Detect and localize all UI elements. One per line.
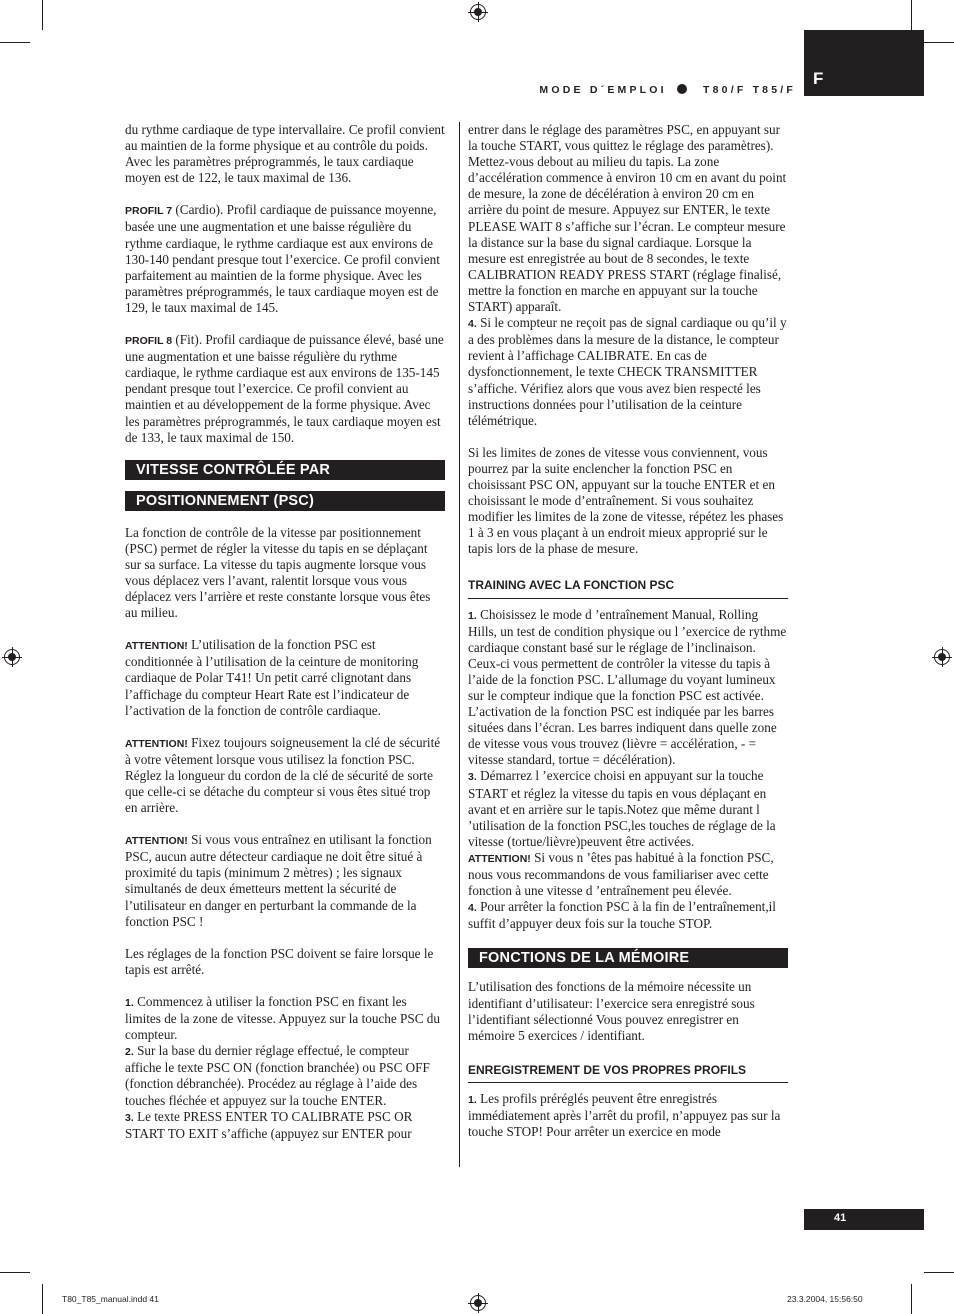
- step-number: 1.: [125, 996, 134, 1009]
- column-divider: [459, 122, 460, 1167]
- step-number: 1.: [468, 609, 477, 622]
- crop-mark: [924, 1272, 954, 1273]
- running-header: [539, 84, 796, 96]
- crop-mark: [42, 1284, 43, 1314]
- paragraph: Les réglages de la fonction PSC doivent se faire lorsque le tapis est arrêté.: [125, 945, 434, 977]
- profil-8-text: (Fit). Profil cardiaque de puissance élevé, basé une une augmentation et une baisse régulière du rythme cardiaque, le rythme cardiaque est aux environs de 135-145 pendant presque tout l’exercice. Ce profil convient au maintien et au développement de la forme physique. Avec les paramètres préprogrammés, le taux cardiaque moyen est de 133, le taux maximal de 150.: [125, 332, 444, 445]
- file-info: T80_T85_manual.indd 41: [62, 1294, 159, 1304]
- step-number: 4.: [468, 902, 477, 915]
- step-item: [125, 1043, 445, 1108]
- paragraph: La fonction de contrôle de la vitesse par positionnement (PSC) permet de régler la vitesse du tapis en se déplaçant sur sa surface. La vitesse du tapis augmente lorsque vous vous déplacez vers l’avant, ralentit lorsque vous vous déplacez vers l’arrière et reste constante lorsque vous êtes au milieu.: [125, 524, 431, 621]
- profil-7-paragraph: [125, 202, 445, 316]
- step-number: 4.: [468, 318, 477, 331]
- attention-text: Si vous vous entraînez en utilisant la fonction PSC, aucun autre détecteur cardiaque ne doit être situé à proximité du tapis (minimum 2 mètres) ; les signaux simultanés de deux émetteurs mettent la sécurité de l’utilisateur en danger en perturbant la commande de la fonction PSC !: [125, 832, 432, 929]
- crop-mark: [42, 0, 43, 30]
- registration-mark-icon: [470, 1295, 486, 1311]
- step-text: Commencez à utiliser la fonction PSC en fixant les limites de la zone de vitesse. Appuyez sur la touche PSC du compteur.: [125, 993, 440, 1043]
- step-item: [125, 1109, 445, 1142]
- attention-label: ATTENTION!: [125, 737, 188, 750]
- step-text: Les profils préréglés peuvent être enregistrés immédiatement après l’arrêt du profil, n’appuyez pas sur la touche STOP! Pour arrêter un exercice en mode: [468, 1090, 781, 1140]
- page-number-tab: [804, 1209, 924, 1230]
- paragraph: L’utilisation des fonctions de la mémoire nécessite un identifiant d’utilisateur: l’exercice sera enregistré sous l’identifiant sélectionné Vous pouvez enregistrer en mémoire 5 exercices / identifiant.: [468, 979, 755, 1043]
- crop-mark: [0, 1272, 30, 1273]
- left-column: [125, 122, 445, 1142]
- attention-text: Fixez toujours soigneusement la clé de sécurité à votre vêtement lorsque vous utilisez la fonction PSC. Réglez la longueur du cordon de la clé de sécurité de sorte que celle-ci se détache du compteur si vous êtes situé trop en arrière.: [125, 734, 441, 816]
- profil-7-text: (Cardio). Profil cardiaque de puissance moyenne, basée une une augmentation et une baisse régulière du rythme cardiaque, le rythme cardiaque est aux environs de 130-140 pendant presque tout l’exercice. Ce profil convient parfaitement au maintien de la forme physique. Avec les paramètres préprogrammés, le taux cardiaque moyen est de 129, le taux maximal de 145.: [125, 202, 440, 315]
- attention-text: Si vous n ’êtes pas habitué à la fonction PSC, nous vous recommandons de vous familiariser avec cette fonction à une vitesse d ’entraînement peu élevée.: [468, 849, 774, 899]
- step-text: Pour arrêter la fonction PSC à la fin de l’entraînement,il suffit d’appuyer deux fois sur la touche STOP.: [468, 899, 776, 932]
- section-heading-psc-line1: VITESSE CONTRÔLÉE PAR: [125, 460, 445, 480]
- step-text: Démarrez l ’exercice choisi en appuyant sur la touche START et réglez la vitesse du tapis en vous déplaçant en avant et en arrière sur le tapis.Notez que même durant l ’utilisation de la fonction PSC,les touches de réglage de la vitesse (tortue/lièvre)peuvent être activées.: [468, 768, 776, 849]
- step-item: [468, 899, 788, 932]
- model-label: T80/F T85/F: [703, 84, 796, 96]
- registration-mark-icon: [470, 4, 486, 20]
- attention-label: ATTENTION!: [125, 835, 188, 848]
- profil-8-paragraph: [125, 332, 445, 446]
- step-item: [125, 994, 445, 1043]
- paragraph: Si les limites de zones de vitesse vous conviennent, vous pourrez par la suite enclencher la fonction PSC en choisissant PSC ON, appuyant sur la touche ENTER et en choisissant le mode d’entraînement. Si vous souhaitez modifier les limites de la zone de vitesse, répétez les phases 1 à 3 en vous plaçant à un endroit mieux approprié sur le tapis lors de la phase de mesure.: [468, 444, 784, 557]
- subheading-enregistrement: ENREGISTREMENT DE VOS PROPRES PROFILS: [468, 1062, 788, 1083]
- language-tab-label: F: [813, 69, 824, 88]
- crop-mark: [911, 0, 912, 30]
- step-number: 3.: [468, 771, 477, 784]
- bullet-icon: [677, 84, 687, 94]
- profil-8-label: PROFIL 8: [125, 335, 173, 348]
- crop-mark: [0, 42, 30, 43]
- attention-label: ATTENTION!: [125, 640, 188, 653]
- attention-paragraph: [125, 832, 445, 930]
- manual-label: MODE D´EMPLOI: [539, 84, 667, 96]
- step-number: 2.: [125, 1046, 134, 1059]
- page-number: 41: [834, 1212, 847, 1224]
- step-text: Sur la base du dernier réglage effectué, le compteur affiche le texte PSC ON (fonction branchée) ou PSC OFF (fonction débranchée). Procédez au réglage à l’aide des touches fléchée et appuyez sur la touche ENTER.: [125, 1043, 430, 1108]
- step-number: 3.: [125, 1111, 134, 1124]
- step-item: [468, 607, 788, 769]
- crop-mark: [924, 42, 954, 43]
- step-text: Si le compteur ne reçoit pas de signal cardiaque ou qu’il y a des problèmes dans la mesure de la distance, le compteur revient à l’affichage CALIBRATE. En cas de dysfonctionnement, le texte CHECK TRANSMITTER s’affiche. Vérifiez alors que vous avez bien respecté les instructions données pour l’utilisation de la ceinture télémétrique.: [468, 315, 787, 428]
- attention-paragraph: [468, 850, 788, 899]
- attention-paragraph: [125, 735, 445, 816]
- right-column: [468, 122, 788, 1140]
- section-heading-psc-line2: POSITIONNEMENT (PSC): [125, 491, 445, 511]
- registration-mark-icon: [4, 649, 20, 665]
- attention-label: ATTENTION!: [468, 852, 531, 865]
- profil-7-label: PROFIL 7: [125, 205, 173, 218]
- step-item: [468, 1091, 788, 1140]
- step-text: Le texte PRESS ENTER TO CALIBRATE PSC OR START TO EXIT s’affiche (appuyez sur ENTER pour: [125, 1108, 413, 1141]
- subheading-training: TRAINING AVEC LA FONCTION PSC: [468, 577, 788, 598]
- timestamp: 23.3.2004, 15:56:50: [787, 1294, 863, 1304]
- paragraph: entrer dans le réglage des paramètres PSC, en appuyant sur la touche START, vous quittez le réglage des paramètres). Mettez-vous debout au milieu du tapis. La zone d’accélération commence à environ 10 cm en avant du point de mesure, la zone de décélération à environ 20 cm en arrière du point de mesure. Appuyez sur ENTER, le texte PLEASE WAIT 8 s’affiche sur l’écran. Le compteur mesure la distance sur la base du signal cardiaque. Lorsque la mesure est enregistrée au bout de 8 secondes, le texte CALIBRATION READY PRESS START (réglage finalisé, mettre la fonction en marche en appuyant sur la touche START) apparaît.: [468, 122, 787, 315]
- registration-mark-icon: [934, 649, 950, 665]
- step-number: 1.: [468, 1093, 477, 1106]
- paragraph: du rythme cardiaque de type intervallaire. Ce profil convient au maintien de la forme physique et au contrôle du poids. Avec les paramètres préprogrammés, le taux cardiaque moyen est de 122, le taux maximal de 136.: [125, 122, 445, 186]
- attention-paragraph: [125, 637, 445, 718]
- step-text: Choisissez le mode d ’entraînement Manual, Rolling Hills, un test de condition physique ou l ’exercice de rythme cardiaque constant basé sur le réglage de l’inclinaison. Ceux-ci vous permettent de contrôler la vitesse du tapis à l’aide de la fonction PSC. L’allumage du voyant lumineux sur le compteur indique que la fonction PSC est activée. L’activation de la fonction PSC est indiquée par les barres situées dans l’écran. Les barres indiquent dans quelle zone de vitesse vous vous trouvez (lièvre = accélération, - = vitesse standard, tortue = décélération).: [468, 606, 787, 768]
- step-item: [468, 315, 788, 429]
- crop-mark: [911, 1284, 912, 1314]
- section-heading-memoire: FONCTIONS DE LA MÉMOIRE: [468, 948, 788, 968]
- step-item: [468, 768, 788, 849]
- language-tab: [804, 30, 924, 96]
- attention-text: L’utilisation de la fonction PSC est conditionnée à l’utilisation de la ceinture de monitoring cardiaque de Polar T41! Un petit carré clignotant dans l’affichage du compteur Heart Rate est l’indicateur de l’activation de la fonction de contrôle cardiaque.: [125, 637, 419, 718]
